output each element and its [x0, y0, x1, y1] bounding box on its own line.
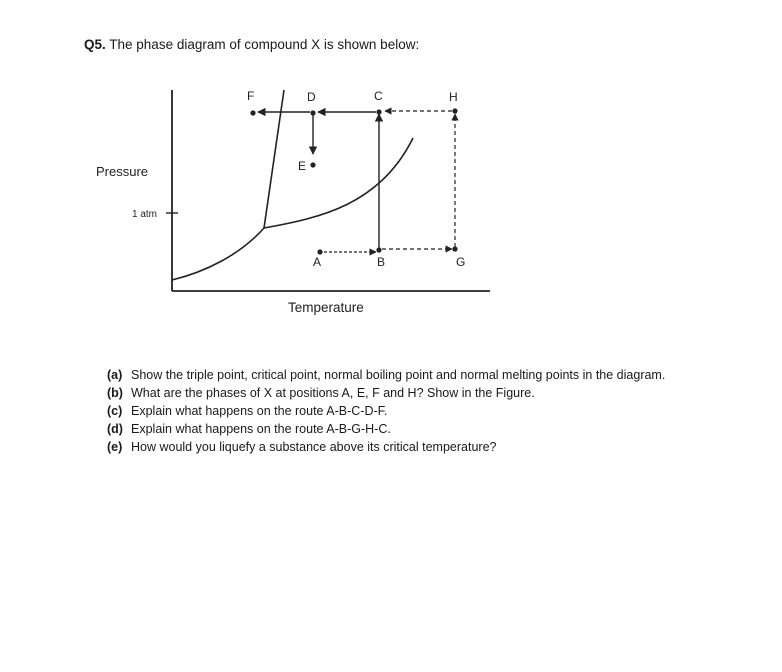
label-b: B: [377, 255, 386, 269]
part-a: [107, 366, 707, 384]
part-e: [107, 438, 707, 456]
one-atm-label: 1 atm: [132, 209, 158, 220]
part-label: (a): [107, 368, 123, 382]
liquid-gas-boundary: [264, 138, 413, 228]
part-text: How would you liquefy a substance above its critical temperature?: [131, 440, 497, 454]
point-g: [452, 246, 457, 251]
point-c: [376, 109, 381, 114]
part-text: Explain what happens on the route A-B-C-D-F.: [131, 404, 388, 418]
label-d: D: [307, 90, 316, 104]
solid-gas-boundary: [172, 228, 264, 280]
label-f: F: [247, 89, 255, 103]
temperature-label: Temperature: [288, 300, 364, 315]
label-e: E: [298, 159, 307, 173]
question-text: The phase diagram of compound X is shown below:: [109, 37, 420, 52]
part-d: [107, 420, 707, 438]
label-a: A: [313, 255, 322, 269]
part-text: Show the triple point, critical point, normal boiling point and normal melting points in the diagram.: [131, 368, 666, 382]
point-h: [452, 108, 457, 113]
part-text: What are the phases of X at positions A, E, F and H? Show in the Figure.: [131, 386, 535, 400]
part-b: [107, 384, 707, 402]
point-d: [310, 110, 315, 115]
point-f: [250, 110, 255, 115]
part-text: Explain what happens on the route A-B-G-H-C.: [131, 422, 391, 436]
label-c: C: [374, 89, 383, 103]
part-label: (e): [107, 440, 123, 454]
part-label: (d): [107, 422, 123, 436]
part-label: (b): [107, 386, 123, 400]
pressure-label: Pressure: [96, 164, 149, 179]
part-label: (c): [107, 404, 123, 418]
point-b: [376, 247, 381, 252]
point-e: [310, 162, 315, 167]
question-number: Q5.: [84, 37, 106, 52]
question-parts: [107, 366, 707, 456]
label-h: H: [449, 90, 458, 104]
solid-liquid-boundary: [264, 90, 284, 228]
point-a: [317, 249, 322, 254]
part-c: [107, 402, 707, 420]
label-g: G: [456, 255, 466, 269]
